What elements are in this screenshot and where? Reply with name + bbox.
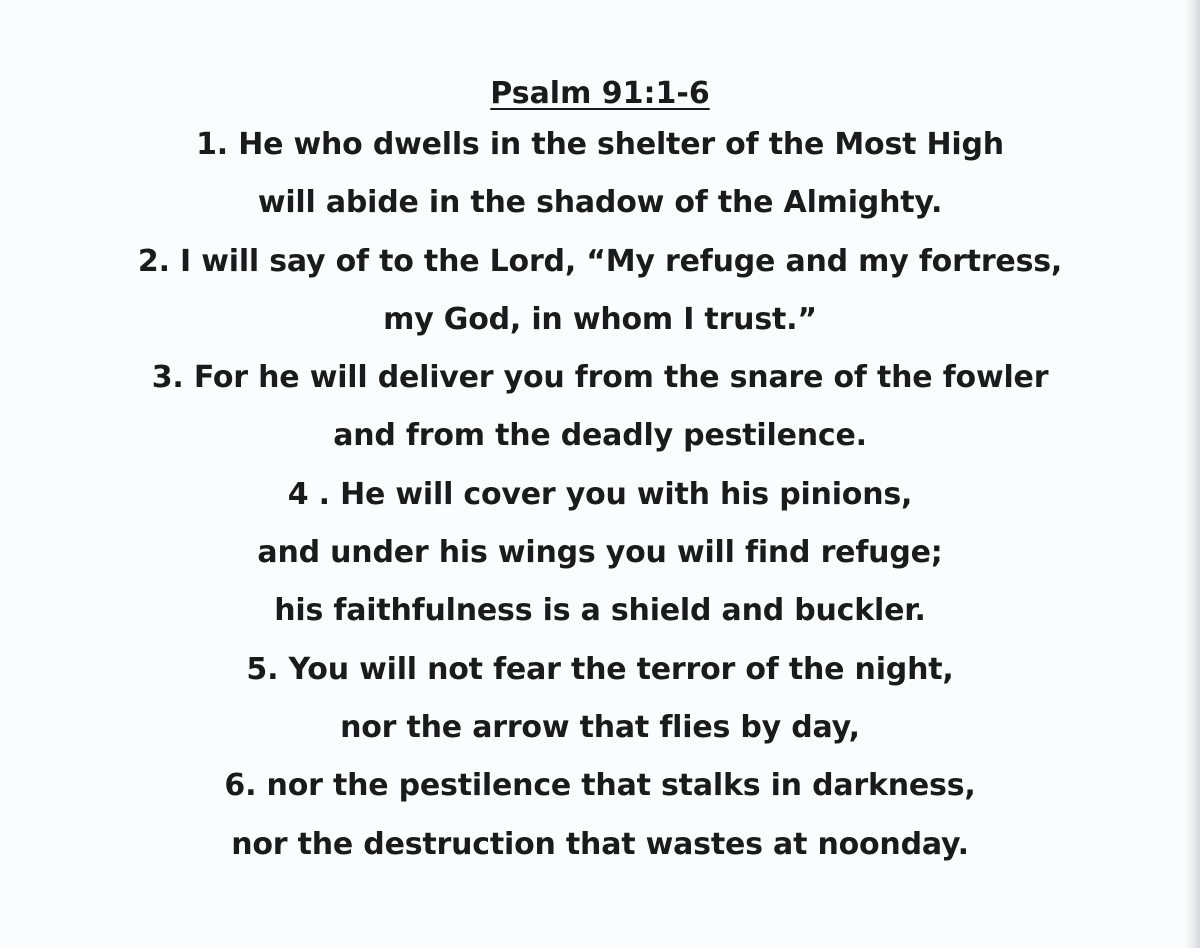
verse-line: 1. He who dwells in the shelter of the Most High (196, 127, 1004, 162)
verse-line: nor the destruction that wastes at noonday. (231, 826, 969, 862)
psalm-title: Psalm 91:1-6 (490, 76, 710, 111)
verse-line: 2. I will say of to the Lord, “My refuge and my fortress, (137, 243, 1063, 279)
verse-line: 6. nor the pestilence that stalks in darkness, (224, 768, 976, 804)
verse-line: and from the deadly pestilence. (333, 418, 867, 454)
verse-line: nor the arrow that flies by day, (340, 709, 860, 745)
verse-line: his faithfulness is a shield and buckler. (274, 593, 926, 629)
verse-line: 4 . He will cover you with his pinions, (287, 476, 913, 512)
verse-line: 3. For he will deliver you from the snare of the fowler (151, 360, 1049, 396)
verse-line: and under his wings you will find refuge; (257, 535, 943, 571)
verse-line: will abide in the shadow of the Almighty. (257, 185, 943, 221)
verse-line: my God, in whom I trust.” (383, 301, 817, 337)
psalm-text-block (0, 74, 1200, 874)
verse-line: 5. You will not fear the terror of the night, (246, 651, 954, 687)
psalm-verse-lines (0, 116, 1200, 874)
